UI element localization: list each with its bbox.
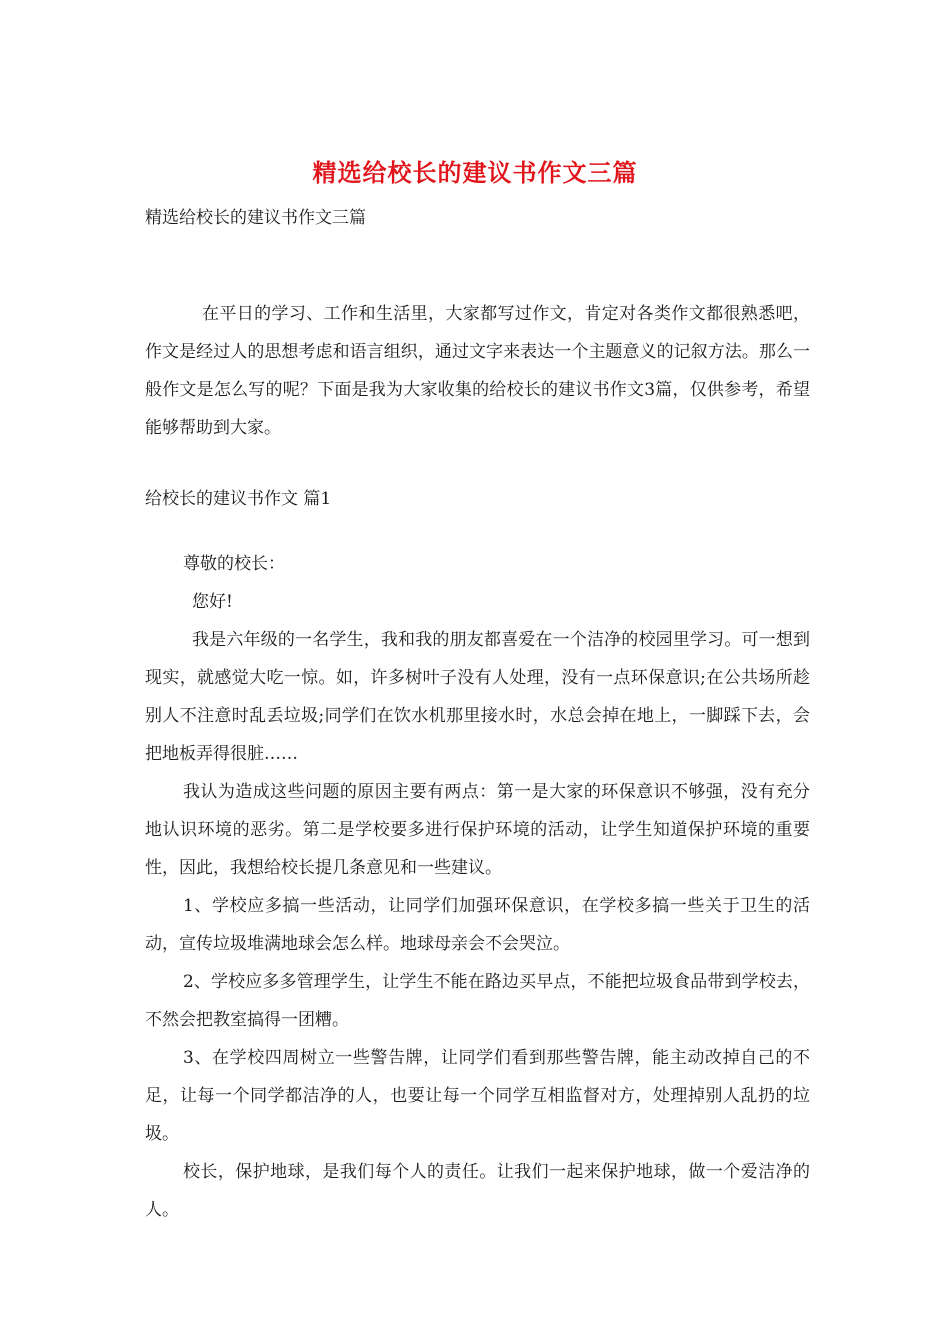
intro-paragraph: 在平日的学习、工作和生活里，大家都写过作文，肯定对各类作文都很熟悉吧，作文是经过人的思想考虑和语言组织，通过文字来表达一个主题意义的记叙方法。那么一般作文是怎么写的呢？下面是我为大家收集的给校长的建议书作文3篇，仅供参考，希望能够帮助到大家。	[145, 304, 810, 438]
letter-paragraph: 我认为造成这些问题的原因主要有两点：第一是大家的环保意识不够强，没有充分地认识环境的恶劣。第二是学校要多进行保护环境的活动，让学生知道保护环境的重要性，因此，我想给校长提几条意见和一些建议。	[145, 782, 810, 878]
letter-paragraph: 我是六年级的一名学生，我和我的朋友都喜爱在一个洁净的校园里学习。可一想到现实，就感觉大吃一惊。如，许多树叶子没有人处理，没有一点环保意识;在公共场所趁别人不注意时乱丢垃圾;同学们在饮水机那里接水时，水总会掉在地上，一脚踩下去，会把地板弄得很脏……	[145, 630, 810, 764]
page-subtitle: 精选给校长的建议书作文三篇	[145, 208, 366, 228]
letter-body	[145, 545, 810, 1229]
letter-greeting: 您好!	[192, 592, 233, 612]
letter-salutation: 尊敬的校长：	[183, 554, 285, 574]
letter-paragraph: 2、学校应多多管理学生，让学生不能在路边买早点，不能把垃圾食品带到学校去，不然会把教室搞得一团糟。	[145, 972, 810, 1030]
section-heading: 给校长的建议书作文 篇1	[145, 489, 332, 509]
letter-paragraph: 1、学校应多搞一些活动，让同学们加强环保意识，在学校多搞一些关于卫生的活动，宣传垃圾堆满地球会怎么样。地球母亲会不会哭泣。	[145, 896, 810, 954]
letter-paragraph: 3、在学校四周树立一些警告牌，让同学们看到那些警告牌，能主动改掉自己的不足，让每一个同学都洁净的人，也要让每一个同学互相监督对方，处理掉别人乱扔的垃圾。	[145, 1048, 810, 1144]
letter-paragraph: 校长，保护地球，是我们每个人的责任。让我们一起来保护地球，做一个爱洁净的人。	[145, 1162, 810, 1220]
page-title: 精选给校长的建议书作文三篇	[312, 158, 638, 187]
intro-section	[145, 295, 810, 447]
